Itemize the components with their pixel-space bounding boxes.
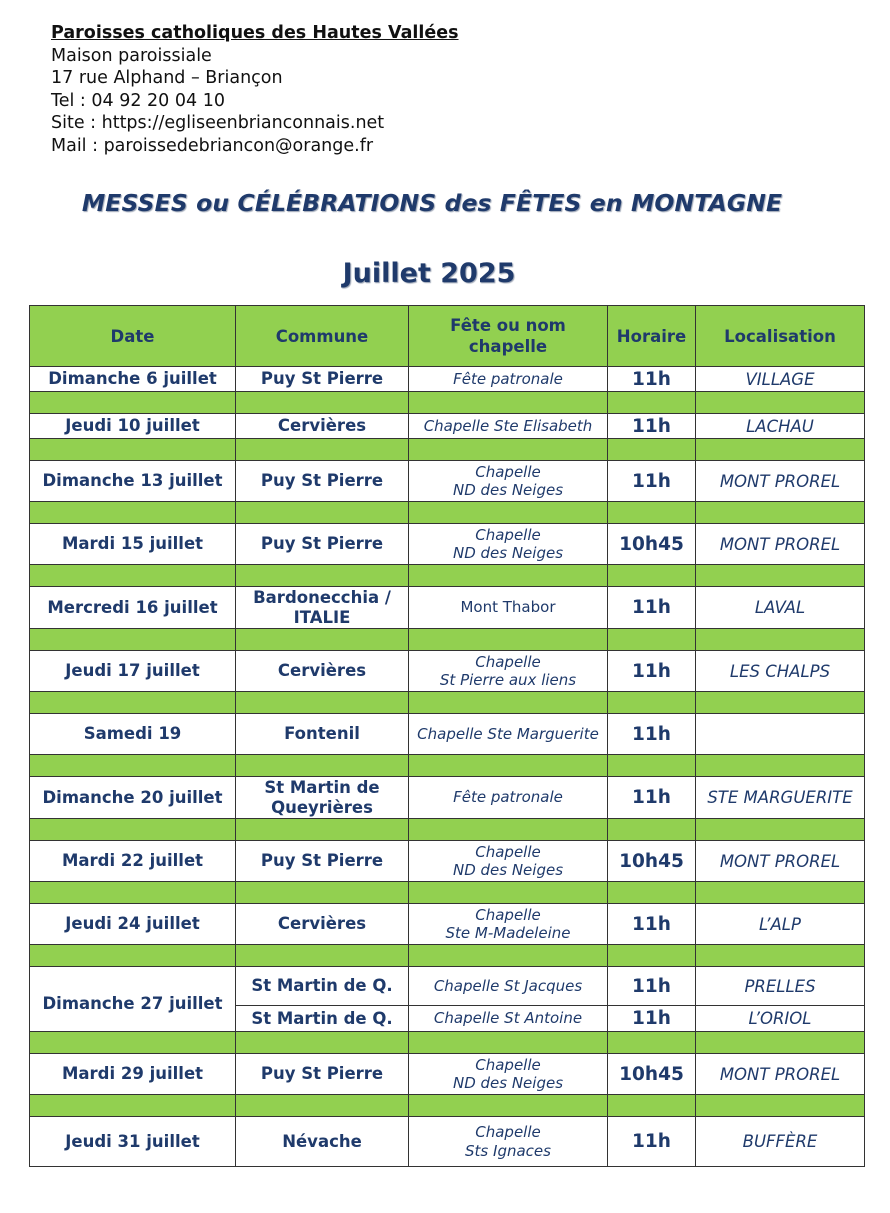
row-horaire: 11h: [608, 967, 696, 1006]
table-row: [30, 777, 865, 819]
row-commune: St Martin de Q.: [236, 967, 409, 1006]
row-date: Dimanche 27 juillet: [30, 967, 236, 1032]
row-horaire: 11h: [608, 587, 696, 629]
header-localisation: Localisation: [696, 306, 865, 367]
month-title: Juillet 2025: [342, 258, 516, 289]
row-fete: [409, 904, 608, 945]
table-row: [30, 1054, 865, 1095]
row-date: Mardi 22 juillet: [30, 841, 236, 882]
row-localisation: MONT PROREL: [696, 461, 865, 502]
row-fete: Chapelle St Antoine: [409, 1006, 608, 1032]
separator-row: [30, 945, 865, 967]
row-fete: Chapelle Ste Elisabeth: [409, 414, 608, 439]
row-fete-line2: ND des Neiges: [452, 861, 564, 879]
separator-row: [30, 1095, 865, 1117]
row-commune: St Martin de Q.: [236, 1006, 409, 1032]
row-commune: Cervières: [236, 904, 409, 945]
row-date: Dimanche 13 juillet: [30, 461, 236, 502]
row-localisation: MONT PROREL: [696, 841, 865, 882]
row-date: Mercredi 16 juillet: [30, 587, 236, 629]
row-commune: Puy St Pierre: [236, 367, 409, 392]
table-row: [30, 414, 865, 439]
separator-row: [30, 392, 865, 414]
row-fete: Chapelle Ste Marguerite: [409, 714, 608, 755]
row-fete: [409, 841, 608, 882]
schedule-table: [29, 305, 865, 1167]
row-commune: [236, 587, 409, 629]
row-fete: Fête patronale: [409, 367, 608, 392]
table-row: [30, 904, 865, 945]
email-line: Mail : paroissedebriancon@orange.fr: [51, 135, 374, 156]
row-horaire: 11h: [608, 777, 696, 819]
table-row: [30, 1117, 865, 1167]
row-fete-line2: ND des Neiges: [452, 544, 564, 562]
separator-row: [30, 1032, 865, 1054]
row-commune: Puy St Pierre: [236, 461, 409, 502]
table-row: [30, 587, 865, 629]
header-fete-line2: chapelle: [468, 337, 548, 356]
row-localisation: VILLAGE: [696, 367, 865, 392]
row-fete-line1: Chapelle: [475, 842, 541, 861]
row-horaire: 10h45: [608, 841, 696, 882]
separator-row: [30, 819, 865, 841]
parish-header: [51, 22, 459, 158]
row-date: Jeudi 10 juillet: [30, 414, 236, 439]
row-localisation: L’ORIOL: [696, 1006, 865, 1032]
separator-row: [30, 502, 865, 524]
table-row: [30, 967, 865, 1006]
row-fete-line1: Chapelle: [475, 1055, 541, 1074]
organization-name: Paroisses catholiques des Hautes Vallées: [51, 23, 459, 43]
row-localisation: MONT PROREL: [696, 1054, 865, 1095]
row-horaire: 11h: [608, 651, 696, 692]
table-row: [30, 367, 865, 392]
table-header-row: [30, 306, 865, 367]
row-commune-line1: Bardonecchia /: [253, 587, 391, 607]
row-horaire: 11h: [608, 1117, 696, 1167]
table-row: [30, 841, 865, 882]
row-localisation: LACHAU: [696, 414, 865, 439]
row-horaire: 11h: [608, 1006, 696, 1032]
row-fete: [409, 524, 608, 565]
document-title: MESSES ou CÉLÉBRATIONS des FÊTES en MONTAGNE: [81, 189, 783, 217]
separator-row: [30, 439, 865, 461]
table-row: [30, 651, 865, 692]
website-line: Site : https://egliseenbrianconnais.net: [51, 113, 385, 134]
row-fete: Fête patronale: [409, 777, 608, 819]
header-fete-line1: Fête ou nom: [450, 316, 566, 335]
row-fete-line1: Chapelle: [475, 525, 541, 544]
row-commune: Cervières: [236, 414, 409, 439]
row-date: Jeudi 31 juillet: [30, 1117, 236, 1167]
row-fete: [409, 1117, 608, 1167]
separator-row: [30, 629, 865, 651]
header-commune: Commune: [236, 306, 409, 367]
row-date: Mardi 15 juillet: [30, 524, 236, 565]
row-date: Dimanche 20 juillet: [30, 777, 236, 819]
phone-line: Tel : 04 92 20 04 10: [51, 90, 225, 111]
separator-row: [30, 565, 865, 587]
row-horaire: 11h: [608, 461, 696, 502]
row-horaire: 10h45: [608, 1054, 696, 1095]
header-date: Date: [30, 306, 236, 367]
row-localisation: [696, 714, 865, 755]
row-commune-line2: ITALIE: [293, 607, 351, 627]
row-horaire: 11h: [608, 367, 696, 392]
row-fete-line2: Sts Ignaces: [465, 1141, 551, 1160]
row-date: Jeudi 24 juillet: [30, 904, 236, 945]
row-horaire: 10h45: [608, 524, 696, 565]
row-date: Jeudi 17 juillet: [30, 651, 236, 692]
row-commune: Cervières: [236, 651, 409, 692]
row-fete-line1: Chapelle: [475, 905, 541, 924]
row-commune: Puy St Pierre: [236, 524, 409, 565]
row-fete: [409, 1054, 608, 1095]
row-localisation: L’ALP: [696, 904, 865, 945]
row-commune-line2: Queyrières: [271, 797, 373, 817]
separator-row: [30, 755, 865, 777]
address-line-1: Maison paroissiale: [51, 45, 212, 66]
row-date: Dimanche 6 juillet: [30, 367, 236, 392]
row-horaire: 11h: [608, 904, 696, 945]
row-localisation: LAVAL: [696, 587, 865, 629]
row-fete-line1: Chapelle: [475, 1123, 541, 1141]
row-fete-line2: ND des Neiges: [452, 481, 564, 499]
row-localisation: STE MARGUERITE: [696, 777, 865, 819]
row-localisation: LES CHALPS: [696, 651, 865, 692]
row-horaire: 11h: [608, 414, 696, 439]
row-horaire: 11h: [608, 714, 696, 755]
row-fete: Mont Thabor: [409, 587, 608, 629]
table-row: [30, 714, 865, 755]
row-commune: Puy St Pierre: [236, 1054, 409, 1095]
separator-row: [30, 692, 865, 714]
row-localisation: BUFFÈRE: [696, 1117, 865, 1167]
table-row: [30, 524, 865, 565]
row-commune: Fontenil: [236, 714, 409, 755]
separator-row: [30, 882, 865, 904]
row-commune: [236, 777, 409, 819]
row-fete-line2: St Pierre aux liens: [439, 671, 577, 689]
address-line-2: 17 rue Alphand – Briançon: [51, 68, 283, 89]
row-localisation: PRELLES: [696, 967, 865, 1006]
row-fete-line1: Chapelle: [475, 652, 541, 671]
table-row: [30, 461, 865, 502]
header-horaire: Horaire: [608, 306, 696, 367]
row-fete-line2: Ste M-Madeleine: [445, 924, 571, 942]
row-fete: Chapelle St Jacques: [409, 967, 608, 1006]
row-commune-line1: St Martin de: [264, 777, 380, 797]
header-fete: [409, 306, 608, 367]
row-fete-line1: Chapelle: [475, 462, 541, 481]
row-date: Mardi 29 juillet: [30, 1054, 236, 1095]
row-commune: Névache: [236, 1117, 409, 1167]
row-fete: [409, 651, 608, 692]
row-fete-line2: ND des Neiges: [452, 1074, 564, 1092]
row-commune: Puy St Pierre: [236, 841, 409, 882]
row-date: Samedi 19: [30, 714, 236, 755]
row-fete: [409, 461, 608, 502]
row-localisation: MONT PROREL: [696, 524, 865, 565]
